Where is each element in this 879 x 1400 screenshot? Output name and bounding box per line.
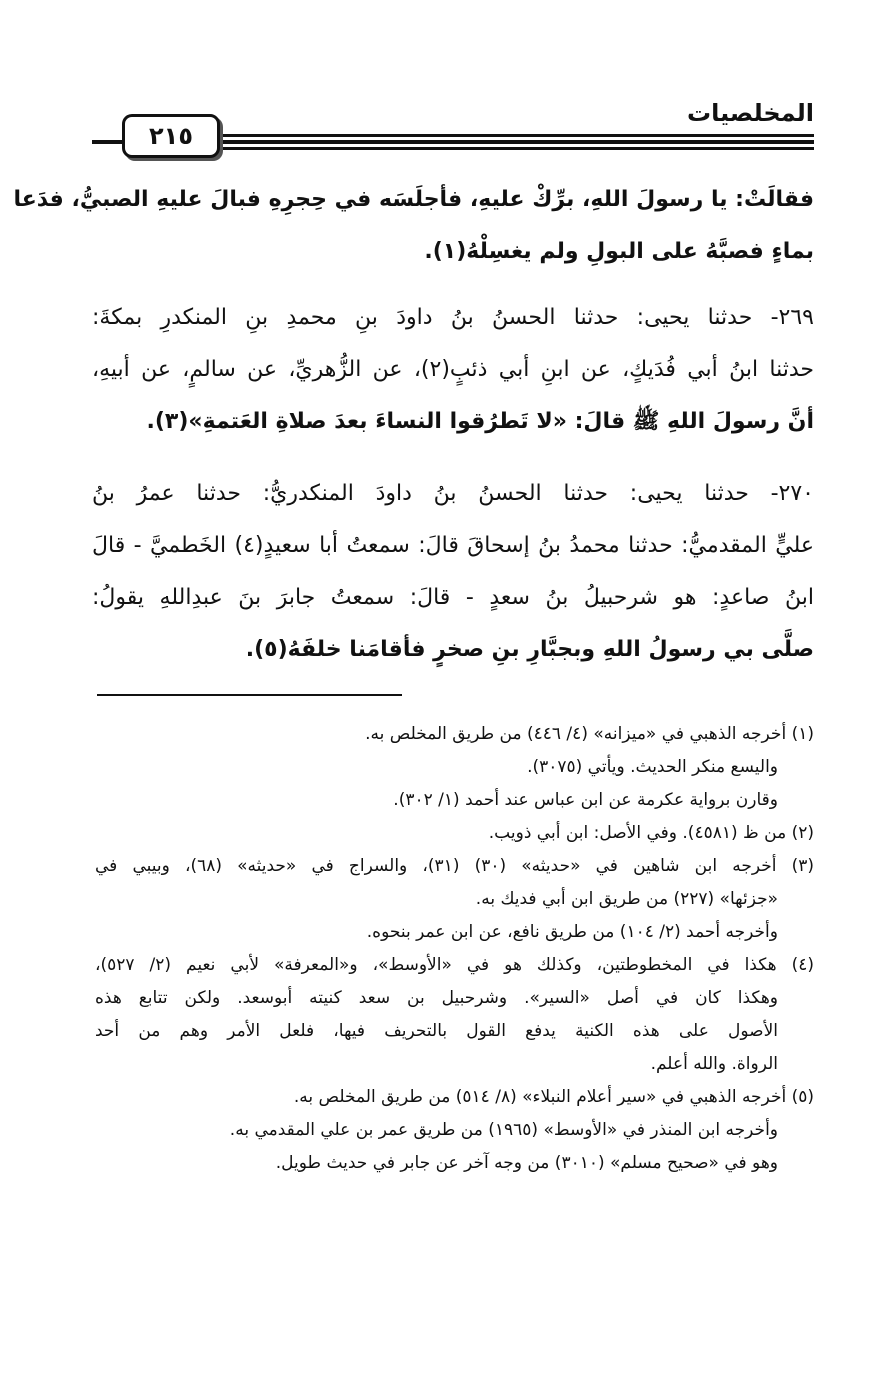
footnote-line: (٤) هكذا في المخطوطتين، وكذلك هو في «الأوسط»، و«المعرفة» لأبي نعيم (٢/ ٥٢٧)، [95, 955, 814, 975]
footnote-line: واليسع منكر الحديث. ويأتي (٣٠٧٥). [527, 757, 778, 777]
text-line: ابنُ صاعدٍ: هو شرحبيلُ بنُ سعدٍ - قالَ: سمعتُ جابرَ بنَ عبدِاللهِ يقولُ: [92, 585, 814, 610]
hadith-270 [92, 468, 814, 676]
text-line: ٢٧٠- حدثنا يحيى: حدثنا الحسنُ بنُ داودَ المنكدريُّ: حدثنا عمرُ بنُ [92, 481, 814, 506]
footnote-line: (٥) أخرجه الذهبي في «سير أعلام النبلاء» (٨/ ٥١٤) من طريق المخلص به. [293, 1087, 814, 1107]
footnote-line: وأخرجه ابن المنذر في «الأوسط» (١٩٦٥) من طريق عمر بن علي المقدمي به. [229, 1120, 778, 1140]
page-number: ٢١٥ [122, 114, 220, 158]
footnote-line: وقارن برواية عكرمة عن ابن عباس عند أحمد (١/ ٣٠٢). [393, 790, 778, 810]
running-title: المخلصيات [687, 99, 814, 127]
page-header [92, 96, 814, 158]
footnote-line: الرواة. والله أعلم. [650, 1054, 778, 1074]
header-rule-bottom [212, 147, 814, 150]
hadith-269 [92, 292, 814, 448]
paragraph-1 [13, 174, 814, 278]
footnote-line: (١) أخرجه الذهبي في «ميزانه» (٤/ ٤٤٦) من طريق المخلص به. [365, 724, 814, 744]
footnote-line: (٣) أخرجه ابن شاهين في «حديثه» (٣٠) (٣١)، والسراج في «حديثه» (٦٨)، وبيبي في [95, 856, 815, 876]
text-line: حدثنا ابنُ أبي فُدَيكٍ، عن ابنِ أبي ذئبٍ(٢)، عن الزُّهريِّ، عن سالمٍ، عن أبيهِ، [92, 357, 814, 382]
footnote-line: (٢) من ظ (٤٥٨١). وفي الأصل: ابن أبي ذويب. [488, 823, 814, 843]
text-line: بماءٍ فصبَّهُ على البولِ ولم يغسِلْهُ(١). [424, 239, 814, 264]
hadith-text-line: أنَّ رسولَ اللهِ ﷺ قالَ: «لا تَطرُقوا النساءَ بعدَ صلاةِ العَتمةِ»(٣). [146, 409, 814, 434]
footnote-line: وهو في «صحيح مسلم» (٣٠١٠) من وجه آخر عن جابر في حديث طويل. [275, 1153, 778, 1173]
footnotes [95, 718, 814, 1180]
footnote-line: وهكذا كان في أصل «السير». وشرحبيل بن سعد كنيته أبوسعد. ولكن تتابع هذه [95, 988, 778, 1008]
footnote-line: الأصول على هذه الكنية يدفع القول بالتحريف فيها، فلعل الأمر وهم من أحد [95, 1021, 778, 1041]
footnote-line: «جزئها» (٢٢٧) من طريق ابن أبي فديك به. [475, 889, 778, 909]
hadith-text-line: صلَّى بي رسولُ اللهِ وبجبَّارِ بنِ صخرٍ فأقامَنا خلفَهُ(٥). [245, 637, 814, 662]
footnote-separator [97, 694, 402, 696]
text-line: ٢٦٩- حدثنا يحيى: حدثنا الحسنُ بنُ داودَ بنِ محمدِ بنِ المنكدرِ بمكةَ: [92, 305, 814, 330]
footnote-line: وأخرجه أحمد (٢/ ١٠٤) من طريق نافع، عن ابن عمر بنحوه. [366, 922, 778, 942]
text-line: فقالَتْ: يا رسولَ اللهِ، برِّكْ عليهِ، فأجلَسَه في حِجرِهِ فبالَ عليهِ الصبيُّ، فدَعا [13, 187, 814, 212]
header-rule-top [212, 134, 814, 137]
text-line: عليٍّ المقدميُّ: حدثنا محمدُ بنُ إسحاقَ قالَ: سمعتُ أبا سعيدٍ(٤) الخَطميَّ - قالَ [92, 533, 814, 558]
